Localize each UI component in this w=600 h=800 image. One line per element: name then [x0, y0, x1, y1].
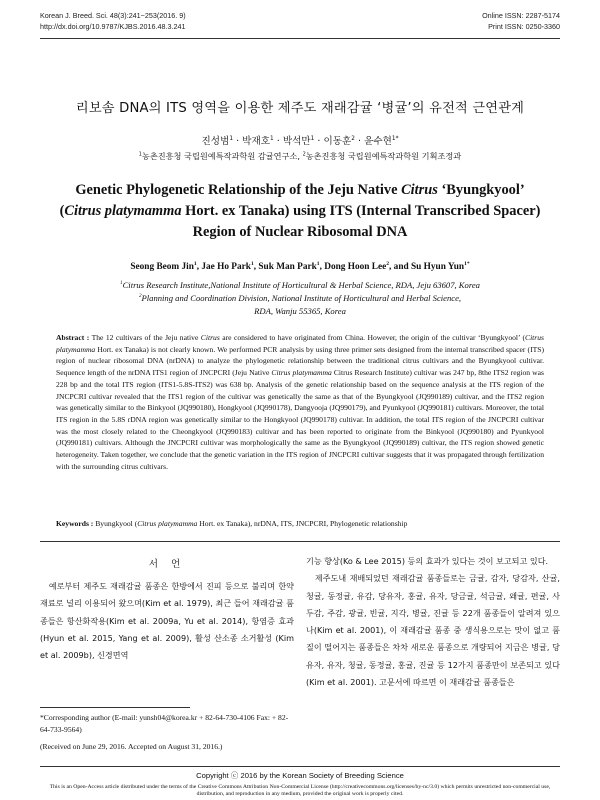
english-aff-1: Citrus Research Institute,National Institute of Horticultural & Herbal Science, RDA, Jeju 63607, Korea — [122, 280, 480, 290]
header-divider — [40, 38, 560, 39]
author-sup: 1 — [269, 135, 274, 142]
title-part: Region of Nuclear Ribosomal DNA — [192, 224, 408, 240]
author-sup: 2 — [386, 260, 390, 267]
author-name: 진성범 — [201, 136, 230, 147]
author-name: Su Hyun Yun — [410, 262, 465, 272]
title-part: Hort. ex Tanaka) using ITS (Internal Transcribed Spacer) — [181, 203, 541, 219]
keywords-label: Keywords : — [56, 519, 94, 528]
left-column — [40, 578, 294, 664]
journal-citation: Korean J. Breed. Sci. 48(3):241~253(2016. 9) — [40, 11, 186, 20]
doi-link[interactable]: http://dx.doi.org/10.9787/KJBS.2016.48.3.241 — [40, 22, 186, 31]
online-issn: Online ISSN: 2287-5174 — [482, 11, 560, 20]
issn-header — [482, 10, 560, 32]
korean-authors: 진성범$^1$ · 박재호$^1$ · 박석만$^1$ · 이동훈$^2$ · 윤수현$^{1*}$ — [201, 135, 399, 147]
author-sup: 1 — [250, 260, 254, 267]
abstract-text: are considered to have originated from China. However, the origin of the cultivar ‘Byungkyool’ ( — [219, 333, 525, 342]
corresponding-author: *Corresponding author (E-mail: yunsh04@korea.kr + 82-64-730-4106 Fax: + 82-64-733-9564) — [40, 713, 289, 734]
paragraph: 예로부터 제주도 재래감귤 품종은 한방에서 진피 등으로 불리며 한약재료로 널리 이용되어 왔으며(Kim et al. 1979), 최근 들어 재래감귤 품종들은 항산화작용(Kim et al. 2009a, Yu et al. 2014), 항염증 효과 (Hyun et al. 2015, Yang et al. 2009), 활성 산소종 소거활성 (Kim et al. 2009b), 신경면역 — [40, 581, 294, 661]
received-date: (Received on June 29, 2016. Accepted on August 31, 2016.) — [40, 742, 223, 751]
author-sup: 1 — [310, 135, 315, 142]
abstract — [56, 332, 544, 472]
abstract-text: Hort. ex Tanaka) is not clearly known. We performed PCR analysis by using three primer sets designed from the internal transcribed spacer (ITS) region of nuclear ribosomal DNA (nrDNA) to analyze the phylogenetic relationship between the traditional citrus cultivars and the Byungkyool cultivar. Sequence length of the nrDNA ITS1 region of JNCPCRI (Jeju Native — [56, 344, 544, 378]
abstract-text-italic: Citrus — [200, 333, 220, 342]
author-sup: 1* — [391, 135, 399, 142]
abstract-text-italic: Citrus platymamma — [271, 368, 332, 378]
aff-sup: 1 — [120, 280, 123, 287]
aff-sup: 2 — [302, 151, 306, 158]
footnote-rule — [40, 707, 190, 708]
author-sup: 1 — [229, 135, 234, 142]
footer-divider — [40, 766, 560, 767]
author-name: Jae Ho Park — [201, 262, 251, 272]
author-name: Suk Man Park — [258, 262, 317, 272]
korean-title: 리보솜 DNA의 ITS 영역을 이용한 제주도 재래감귤 ‘병귤’의 유전적 근연관계 — [75, 101, 525, 116]
author-name: Seong Beom Jin — [130, 262, 194, 272]
korean-affiliations — [0, 151, 600, 162]
section-title-introduction: 서 언 — [148, 559, 186, 570]
abstract-label: Abstract : — [56, 333, 90, 342]
license-text: This is an Open-Access article distributed under the terms of the Creative Commons Attribution Non-Commercial License (http://creativecommons.org/licenses/by-nc/3.0) which permits unrestricted non-commercial use, distribution, and reproduction in any medium, provided the original work is properly cited. — [49, 784, 551, 798]
aff-sup: 2 — [138, 293, 142, 300]
author-sup: 1 — [193, 260, 197, 267]
author-name: 박재호 — [242, 136, 270, 147]
author-sup: 2 — [351, 135, 355, 142]
abstract-text-italic: Citrus platymamma — [56, 333, 544, 354]
aff-sup: 1 — [138, 151, 142, 158]
footnote — [40, 712, 294, 759]
keywords-text: Hort. ex Tanaka), nrDNA, ITS, JNCPCRI, Phylogenetic relationship — [197, 519, 408, 528]
title-part-italic: Citrus platymamma — [64, 203, 182, 219]
author-sup: 1 — [316, 260, 320, 267]
title-part: Genetic Phylogenetic Relationship of the Jeju Native — [75, 182, 402, 198]
paragraph: 제주도내 재배되었던 재래감귤 품종들로는 금귤, 감자, 당감자, 산귤, 청귤, 동정귤, 유감, 당유자, 홍귤, 유자, 당금귤, 석금귤, 왜귤, 편귤, 사두감, 주감, 광귤, 빈귤, 지각, 병귤, 진귤 등 22개 품종들이 알려져 있으나(Kim et al. 2001), 이 재래감귤 품종 중 생식용으로는 맛이 없고 품질이 떨어지는 품종들은 차차 새로운 품종으로 개량되어 지금은 병귤, 당유자, 유자, 청귤, 동정귤, 홍귤, 진귤 등 12가지 품종만이 보존되고 있다 (Kim et al. 2001). 고문서에 따르면 이 재래감귤 품종들은 — [306, 573, 560, 688]
print-issn: Print ISSN: 0250-3360 — [488, 22, 560, 31]
author-name: Dong Hoon Lee — [324, 262, 387, 272]
english-aff-2-cont: RDA, Wanju 55365, Korea — [254, 306, 346, 316]
right-column — [306, 553, 560, 691]
abstract-divider — [40, 541, 560, 542]
korean-aff-2: 농촌진흥청 국립원예특작과학원 기획조정과 — [305, 151, 462, 161]
keywords-text: Byungkyool ( — [93, 519, 138, 528]
english-aff-2: Planning and Coordination Division, National Institute of Horticultural and Herbal Science, — [141, 293, 462, 303]
keywords-text-italic: Citrus platymamma — [137, 519, 198, 528]
author-name: 윤수현 — [364, 136, 392, 147]
english-title — [40, 180, 560, 243]
keywords — [56, 519, 544, 528]
author-name: 이동훈 — [323, 136, 352, 147]
title-part-italic: Citrus — [401, 182, 438, 198]
copyright: Copyright ⓒ 2016 by the Korean Society of Breeding Science — [196, 771, 404, 780]
abstract-text: The 12 cultivars of the Jeju native — [89, 333, 201, 342]
english-affiliations — [50, 279, 550, 318]
korean-aff-1: 농촌진흥청 국립원예특작과학원 감귤연구소, — [141, 151, 300, 161]
journal-header — [40, 10, 186, 32]
author-sup: 1* — [464, 260, 470, 267]
abstract-text: Citrus Research Institute) cultivar was 247 bp, 8the ITS2 region was 228 bp and the total ITS region (ITS1-5.8S-ITS2) was 638 bp. Analysis of the genetic relationship based on the sequence analysis at the ITS region of the JNCPCRI cultivar revealed that the ITS1 region of the cultivar was genetically the same as that of the Byungkyool (JQ990189) cultivar, and the ITS2 region was genetically similar to the Binkyool (JQ990180), Hongkyool (JQ990178), Dangyooja (JQ990179), and Pyunkyool (JQ990181) cultivars. Moreover, the total ITS region in the 5.8S rDNA region was genetically similar to the Hongkyool (JQ990178) cultivar. In addition, the total ITS region of the JNCPCRI cultivar was the most closely related to the Cheongkyool (JQ990183) cultivar and has been reported to originate from the Binkyool (JQ990180) and Pyunkyool (JQ990181) cultivars. Although the JNCPCRI cultivar was morphologically the same as the Byungkyool (JQ990189) cultivar, the ITS region showed genetic heterogeneity. Taken together, we conclude that the genetic variation in the ITS region of JNCPCRI cultivar suggests that it was propagated through fertilization with the surrounding citrus cultivars. — [56, 368, 544, 471]
english-authors: Seong Beom Jin$^1$, Jae Ho Park$^1$, Suk Man Park$^1$, Dong Hoon Lee$^2$, and Su Hyun Yun$^{1*}$ — [130, 260, 470, 272]
author-name: 박석만 — [282, 136, 311, 147]
title-part: ( — [59, 203, 65, 219]
title-part: ‘Byungkyool’ — [437, 182, 525, 198]
paragraph: 기능 향상(Ko & Lee 2015) 등의 효과가 있다는 것이 보고되고 있다. — [306, 556, 549, 566]
